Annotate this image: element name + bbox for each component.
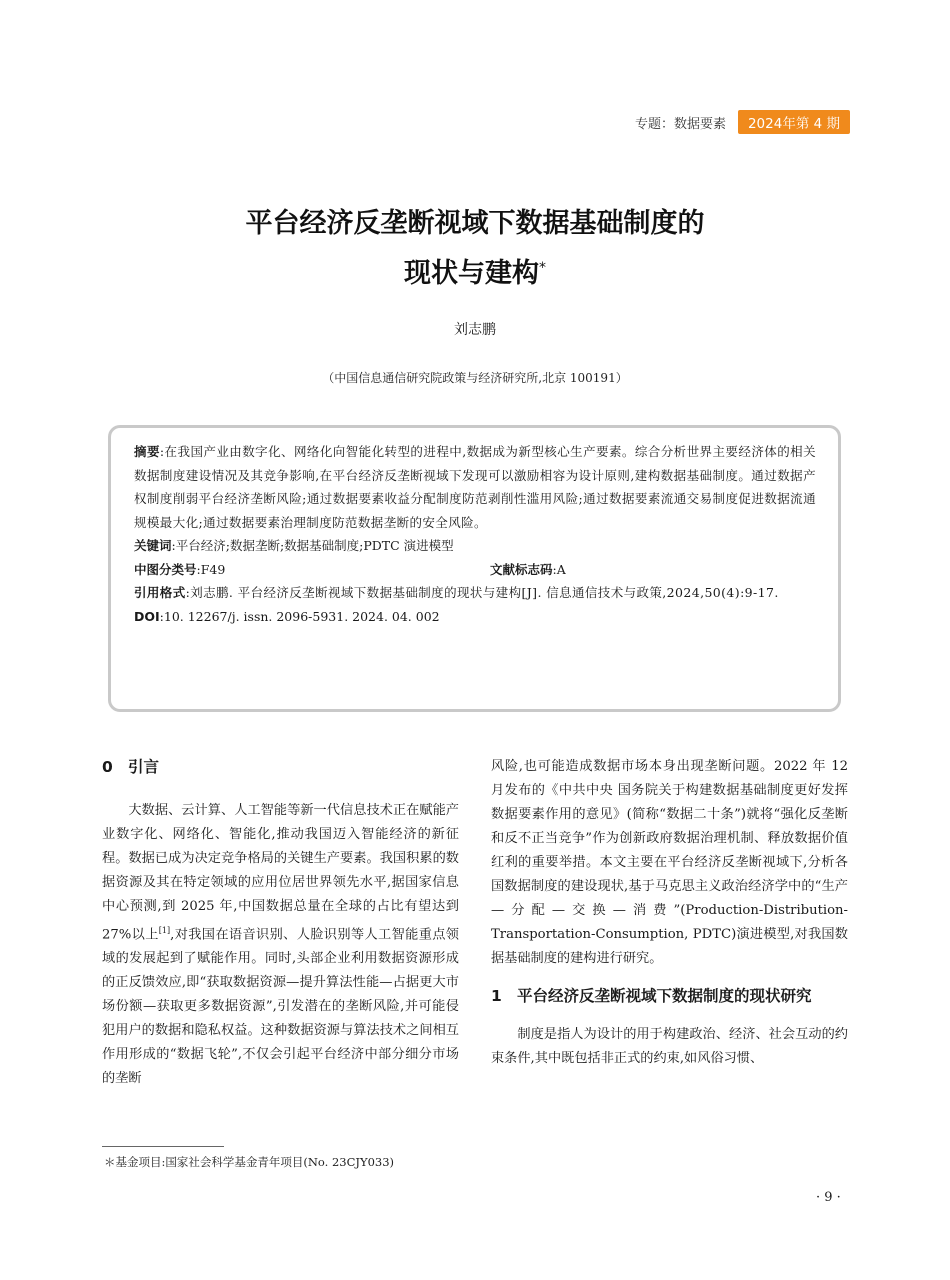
section-1-heading: 1 平台经济反垄断视域下数据制度的现状研究: [491, 987, 812, 1005]
topic-label: 专题：数据要素: [634, 116, 726, 132]
doi-value: 10. 12267/j. issn. 2096-5931. 2024. 04. 002: [163, 608, 440, 624]
citation-line: 引用格式:刘志鹏. 平台经济反垄断视域下数据基础制度的现状与建构[J]. 信息通信技术与政策,2024,50(4):9-17.: [134, 585, 779, 600]
citation-label: 引用格式: [134, 585, 186, 600]
doi-label: DOI: [134, 608, 160, 624]
footnote-divider: [102, 1146, 224, 1147]
abstract-box: [108, 425, 841, 712]
footnote: ＊基金项目:国家社会科学基金青年项目(No. 23CJY033): [104, 1155, 395, 1169]
running-header: [635, 110, 850, 134]
section-1-paragraph: 制度是指人为设计的用于构建政治、经济、社会互动的约束条件,其中既包括非正式的约束,如风俗习惯、: [491, 1027, 848, 1066]
title-line-1: 平台经济反垄断视域下数据基础制度的: [245, 208, 705, 239]
classification-row: 中图分类号:F49 文献标志码:A: [134, 561, 566, 577]
title-line-2: 现状与建构*: [404, 258, 546, 289]
abstract-text: 在我国产业由数字化、网络化向智能化转型的进程中,数据成为新型核心生产要素。综合分析世界主要经济体的相关数据制度建设情况及其竞争影响,在平台经济反垄断视域下发现可以激励相容为设计原则,建构数据基础制度。通过数据产权制度削弱平台经济垄断风险;通过数据要素收益分配制度防范剥削性滥用风险;通过数据要素流通交易制度促进数据流通规模最大化;通过数据要素治理制度防范数据垄断的安全风险。: [134, 444, 816, 530]
doccode-value: A: [556, 561, 566, 577]
abstract-label: 摘要: [134, 444, 160, 459]
abstract-paragraph: 摘要:在我国产业由数字化、网络化向智能化转型的进程中,数据成为新型核心生产要素。综合分析世界主要经济体的相关数据制度建设情况及其竞争影响,在平台经济反垄断视域下发现可以激励相容为设计原则,建构数据基础制度。通过数据产权制度削弱平台经济垄断风险;通过数据要素收益分配制度防范剥削性滥用风险;通过数据要素流通交易制度促进数据流通规模最大化;通过数据要素治理制度防范数据垄断的安全风险。: [134, 444, 816, 530]
right-column: [491, 755, 848, 1071]
keywords-line: 关键词:平台经济;数据垄断;数据基础制度;PDTC 演进模型: [134, 538, 454, 553]
section-0-heading: 0 引言: [102, 758, 160, 776]
clc-value: F49: [200, 561, 226, 577]
clc-label: 中图分类号: [134, 561, 197, 577]
intro-paragraph-cont: 风险,也可能造成数据市场本身出现垄断问题。2022 年 12 月发布的《中共中央 国务院关于构建数据基础制度更好发挥数据要素作用的意见》(简称“数据二十条”)就将“强化反垄断和反不正当竞争”作为创新政府数据治理机制、释放数据价值红利的重要举措。本文主要在平台经济反垄断视域下,分析各国数据制度的建设现状,基于马克思主义政治经济学中的“生产—分配—交换—消费”(Production-Distribution-Transportation-Consumption, PDTC)演进模型,对我国数据基础制度的建构进行研究。: [491, 759, 848, 966]
keywords-label: 关键词: [134, 538, 172, 553]
author-name: 刘志鹏: [454, 322, 496, 338]
left-column: [102, 755, 459, 1091]
issue-badge: 2024年第 4 期: [738, 110, 850, 134]
title-footnote-mark: *: [539, 260, 546, 276]
doccode-label: 文献标志码: [490, 561, 553, 577]
keywords-text: 平台经济;数据垄断;数据基础制度;PDTC 演进模型: [175, 538, 454, 553]
doi-line: DOI:10. 12267/j. issn. 2096-5931. 2024. 04. 002: [134, 608, 440, 624]
paper-title: [0, 202, 950, 296]
citation-text: 刘志鹏. 平台经济反垄断视域下数据基础制度的现状与建构[J]. 信息通信技术与政策,2024,50(4):9-17.: [190, 585, 779, 600]
page-number: · 9 ·: [816, 1190, 841, 1205]
intro-paragraph: 大数据、云计算、人工智能等新一代信息技术正在赋能产业数字化、网络化、智能化,推动我国迈入智能经济的新征程。数据已成为决定竞争格局的关键生产要素。我国积累的数据资源及其在特定领域的应用位居世界领先水平,据国家信息中心预测,到 2025 年,中国数据总量在全球的占比有望达到 27%以上[1],对我国在语音识别、人脸识别等人工智能重点领域的发展起到了赋能作用。同时,头部企业利用数据资源形成的正反馈效应,即“获取数据资源—提升算法性能—占据更大市场份额—获取更多数据资源”,引发潜在的垄断风险,并可能侵犯用户的数据和隐私权益。这种数据资源与算法技术之间相互作用形成的“数据飞轮”,不仅会引起平台经济中部分细分市场的垄断: [102, 803, 459, 1087]
citation-ref[interactable]: [1]: [158, 926, 171, 935]
affiliation: （中国信息通信研究院政策与经济研究所,北京 100191）: [322, 371, 628, 385]
